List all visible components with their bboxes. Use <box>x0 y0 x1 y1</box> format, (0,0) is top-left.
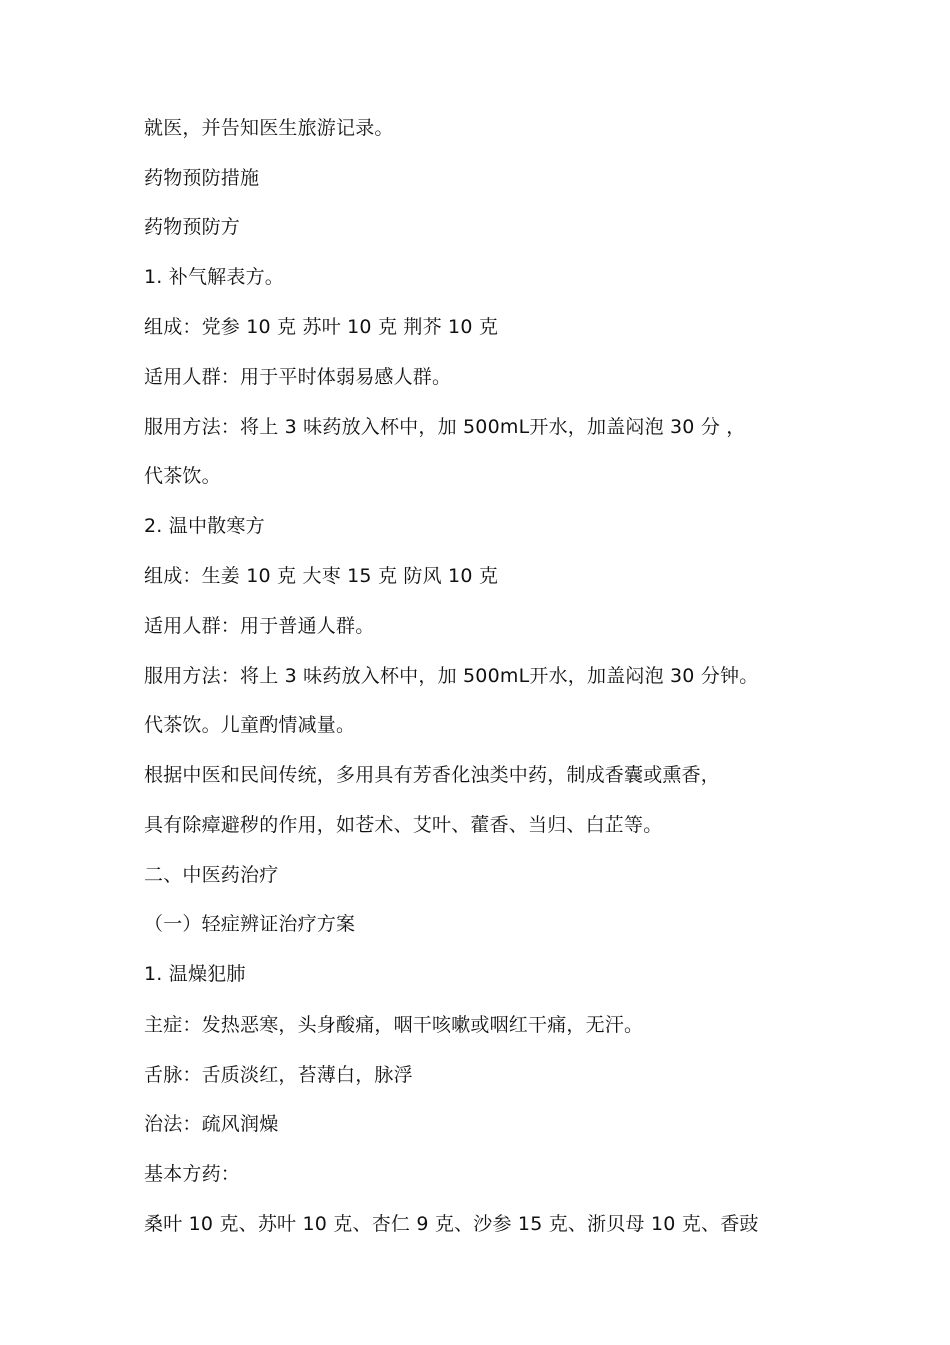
text-line: 就医，并告知医生旅游记录。 <box>144 117 394 139</box>
text-line: 桑叶 10 克、苏叶 10 克、杏仁 9 克、沙参 15 克、浙贝母 10 克、香豉 <box>144 1213 759 1235</box>
text-line: 组成：党参 10 克 苏叶 10 克 荆芥 10 克 <box>144 316 499 338</box>
text-line: 舌脉：舌质淡红，苔薄白，脉浮 <box>144 1064 413 1086</box>
subsection-heading: （一）轻症辨证治疗方案 <box>144 913 356 935</box>
item-heading: 1. 温燥犯肺 <box>144 963 246 985</box>
text-line: 代茶饮。 <box>144 465 221 487</box>
section-heading: 二、中医药治疗 <box>144 864 279 886</box>
text-line: 组成：生姜 10 克 大枣 15 克 防风 10 克 <box>144 565 499 587</box>
item-heading: 1. 补气解表方。 <box>144 266 284 288</box>
text-line: 适用人群：用于平时体弱易感人群。 <box>144 366 452 388</box>
text-line: 服用方法：将上 3 味药放入杯中，加 500mL开水，加盖闷泡 30 分钟。 <box>144 665 759 687</box>
text-line: 适用人群：用于普通人群。 <box>144 615 375 637</box>
text-line: 服用方法：将上 3 味药放入杯中，加 500mL开水，加盖闷泡 30 分 ， <box>144 416 746 438</box>
text-line: 基本方药： <box>144 1163 241 1185</box>
text-line: 具有除瘴避秽的作用，如苍术、艾叶、藿香、当归、白芷等。 <box>144 814 663 836</box>
text-line: 治法：疏风润燥 <box>144 1113 279 1135</box>
section-heading: 药物预防措施 <box>144 167 260 189</box>
text-line: 根据中医和民间传统，多用具有芳香化浊类中药，制成香囊或熏香， <box>144 764 721 786</box>
text-line: 主症：发热恶寒，头身酸痛，咽干咳嗽或咽红干痛，无汗。 <box>144 1014 644 1036</box>
section-heading: 药物预防方 <box>144 216 241 238</box>
item-heading: 2. 温中散寒方 <box>144 515 265 537</box>
text-line: 代茶饮。儿童酌情减量。 <box>144 714 356 736</box>
